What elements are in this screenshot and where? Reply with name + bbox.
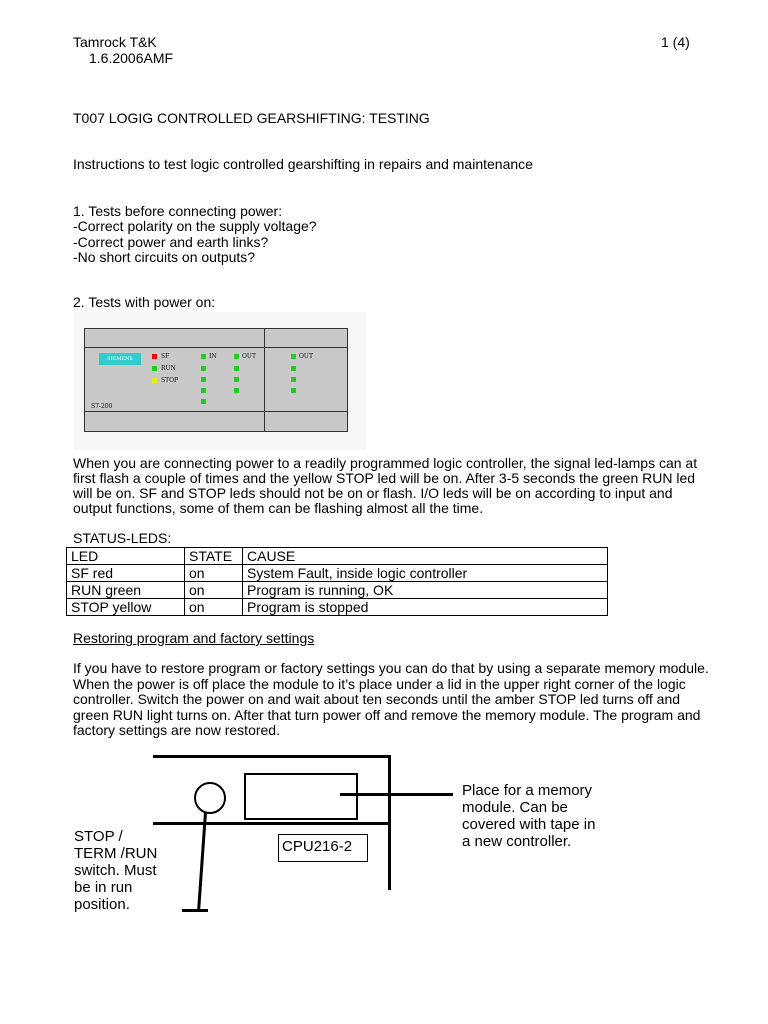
table-cell: RUN green [67,582,185,599]
memory-note [462,782,595,850]
table-row [67,565,608,582]
table-header: LED [67,548,185,565]
table-header: CAUSE [243,548,608,565]
table-row [67,599,608,616]
paragraph-line: When you are connecting power to a readily programmed logic controller, the signal led-lamps can at [73,455,698,471]
intro-text: Instructions to test logic controlled gearshifting in repairs and maintenance [73,156,533,172]
note-line: covered with tape in [462,816,596,833]
siemens-logo: SIEMENS [99,353,141,365]
output-led-icon [291,388,296,393]
input-led-icon [201,366,206,371]
table-row [67,582,608,599]
table-cell: Program is stopped [243,599,608,616]
mode-switch-icon [194,782,226,814]
note-line: a new controller. [462,833,572,850]
table-cell: STOP yellow [67,599,185,616]
check-item: -No short circuits on outputs? [73,249,256,265]
note-line: be in run [74,879,133,896]
model-label: S7-200 [91,403,113,410]
memory-module-slot [244,773,358,820]
paragraph-line: factory settings are now restored. [73,722,280,738]
status-leds-title: STATUS-LEDS: [73,530,172,546]
restore-heading: Restoring program and factory settings [73,630,315,646]
input-led-icon [201,399,206,404]
cpu-label: CPU216-2 [278,834,368,862]
input-led-icon [201,354,206,359]
stop-label: STOP [161,377,179,384]
page-number: 1 (4) [661,34,690,50]
divider [264,329,265,431]
paragraph-line: first flash a couple of times and the yellow STOP led will be on. After 3-5 seconds the green RUN led [73,470,696,486]
note-line: Place for a memory [462,782,593,799]
paragraph-line: green RUN light turns on. After that turn power off and remove the memory module. The program and [73,707,701,723]
table-cell: on [185,565,243,582]
output-led-icon [234,366,239,371]
table-header: STATE [185,548,243,565]
check-item: -Correct polarity on the supply voltage? [73,218,317,234]
out-label: OUT [242,353,256,360]
divider [85,411,347,412]
output-led-icon [234,388,239,393]
run-led-icon [152,366,157,371]
input-led-icon [201,377,206,382]
input-led-icon [201,388,206,393]
divider [85,347,347,348]
table-cell: System Fault, inside logic controller [243,565,608,582]
note-line: TERM /RUN [74,845,158,862]
paragraph-line: controller. Switch the power on and wait about ten seconds until the amber STOP led turns off and [73,691,681,707]
output-led-icon [291,377,296,382]
paragraph-line: When the power is off place the module to it’s place under a lid in the upper right corner of the logic [73,676,686,692]
status-led-table [66,547,608,616]
document-title: T007 LOGIG CONTROLLED GEARSHIFTING: TESTING [73,110,430,126]
note-line: position. [74,896,130,913]
table-cell: on [185,599,243,616]
output-led-icon [234,354,239,359]
paragraph-line: If you have to restore program or factory settings you can do that by using a separate memory module. [73,660,709,676]
section-2-heading: 2. Tests with power on: [73,294,216,310]
diagram-line [153,755,389,758]
callout-line [197,812,207,912]
table-header-row [67,548,608,565]
document-date: 1.6.2006AMF [89,50,174,66]
output-led-icon [291,366,296,371]
plc-illustration [74,312,366,450]
callout-line [182,909,208,912]
plc-body [84,328,348,432]
sf-led-icon [152,354,157,359]
callout-line [340,793,453,796]
sf-label: SF [161,353,170,360]
section-1-heading: 1. Tests before connecting power: [73,203,283,219]
note-line: STOP / [74,828,123,845]
company-name: Tamrock T&K [73,34,157,50]
output-led-icon [291,354,296,359]
output-led-icon [234,377,239,382]
paragraph-line: will be on. SF and STOP leds should not be on or flash. I/O leds will be on according to input and [73,485,673,501]
run-label: RUN [161,365,176,372]
check-item: -Correct power and earth links? [73,234,269,250]
table-cell: Program is running, OK [243,582,608,599]
table-cell: on [185,582,243,599]
paragraph-line: output functions, some of them can be flashing almost all the time. [73,500,484,516]
stop-led-icon [152,378,157,383]
in-label: IN [209,353,217,360]
table-cell: SF red [67,565,185,582]
note-line: module. Can be [462,799,568,816]
out-label: OUT [299,353,313,360]
diagram-line [153,822,390,825]
note-line: switch. Must [74,862,157,879]
switch-note [74,828,157,913]
